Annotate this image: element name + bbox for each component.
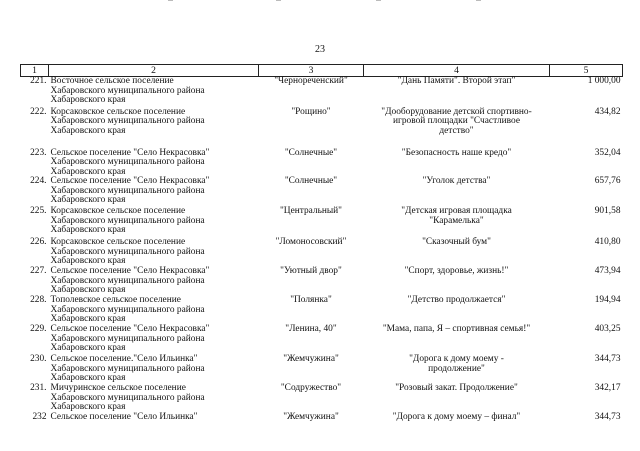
object-cell-line: "Рощино" — [291, 106, 331, 117]
table-row — [21, 355, 623, 384]
project-cell-line: "Спорт, здоровье, жизнь!" — [404, 266, 509, 277]
municipality-cell — [49, 207, 259, 238]
row-number: 229. — [30, 324, 47, 335]
municipality-cell — [49, 149, 259, 178]
project-cell — [364, 108, 550, 149]
project-cell — [364, 177, 550, 207]
object-cell — [259, 325, 364, 355]
object-cell-line: "Содружество" — [280, 383, 342, 394]
municipality-cell-line: Хабаровского муниципального района — [50, 157, 205, 168]
municipality-cell-line: Тополевское сельское поселение — [50, 295, 181, 306]
table-row — [21, 149, 623, 178]
project-cell — [364, 267, 550, 296]
object-cell — [259, 108, 364, 149]
row-number: 230. — [30, 354, 47, 365]
object-cell-line: "Полянка" — [290, 295, 332, 306]
table-body — [21, 77, 623, 434]
table-row — [21, 325, 623, 355]
project-cell — [364, 77, 550, 108]
object-cell-line: "Чернореченский" — [274, 76, 348, 86]
table-row — [21, 238, 623, 267]
municipality-cell-line: Хабаровского муниципального района — [50, 185, 205, 196]
column-header: 3 — [259, 65, 364, 77]
amount-cell: 194,94 — [594, 295, 621, 306]
amount-cell: 342,17 — [594, 383, 621, 394]
municipality-cell — [49, 177, 259, 207]
object-cell-line: "Ломоносовский" — [275, 237, 347, 248]
row-number: 223. — [30, 147, 47, 158]
amount-cell: 410,80 — [594, 237, 621, 248]
municipality-cell-line: Сельское поселение."Село Ильинка" — [50, 354, 198, 365]
project-cell — [364, 355, 550, 384]
object-cell — [259, 77, 364, 108]
row-number: 227. — [30, 266, 47, 277]
project-cell-line: "Дорога к дому моему - — [409, 354, 504, 365]
municipality-cell-line: Сельское поселение "Село Ильинка" — [50, 412, 198, 423]
project-cell-line: "Дорога к дому моему – финал" — [392, 412, 521, 423]
municipality-cell-line: Хабаровского края — [50, 125, 126, 136]
row-number: 226. — [30, 237, 47, 248]
amount-cell: 352,04 — [594, 147, 621, 158]
object-cell — [259, 207, 364, 238]
table-header-row — [21, 65, 623, 77]
object-cell-line: "Солнечные" — [284, 176, 338, 187]
municipality-cell-line: Сельское поселение "Село Некрасовка" — [50, 324, 210, 335]
project-cell — [364, 413, 550, 433]
amount-cell: 434,82 — [594, 106, 621, 117]
table-row — [21, 267, 623, 296]
project-cell-line: "Сказочный бум" — [422, 237, 491, 248]
row-number: 222. — [30, 106, 47, 117]
amount-cell: 473,94 — [594, 266, 621, 277]
municipality-cell-line: Хабаровского края — [50, 314, 126, 325]
object-cell — [259, 177, 364, 207]
municipality-cell-line: Сельское поселение "Село Некрасовка" — [50, 176, 210, 187]
object-cell-line: "Жемчужина" — [283, 354, 339, 365]
project-cell-line: "Розовый закат. Продолжение" — [395, 383, 518, 394]
municipality-cell-line: Хабаровского муниципального района — [50, 304, 205, 315]
municipality-cell — [49, 108, 259, 149]
column-header: 2 — [49, 65, 259, 77]
municipality-cell-line: Хабаровского края — [50, 95, 126, 106]
municipality-cell — [49, 77, 259, 108]
project-cell-line: "Дооборудование детской спортивно- — [381, 106, 532, 117]
municipality-cell-line: Хабаровского муниципального района — [50, 333, 205, 344]
project-cell-line: детство" — [439, 125, 474, 136]
amount-cell: 344,73 — [594, 412, 621, 423]
project-cell-line: игровой площадки "Счастливое — [393, 116, 520, 127]
table-row — [21, 384, 623, 413]
column-header: 1 — [21, 65, 49, 77]
municipality-cell-line: Хабаровского муниципального района — [50, 85, 205, 96]
municipality-cell — [49, 267, 259, 296]
project-cell-line: "Мама, папа, Я – спортивная семья!" — [382, 324, 531, 335]
municipality-cell-line: Хабаровского муниципального района — [50, 246, 205, 257]
table-row — [21, 413, 623, 433]
project-cell-line: "Дань Памяти". Второй этап" — [397, 76, 516, 86]
object-cell-line: "Ленина, 40" — [285, 324, 337, 335]
municipality-cell-line: Хабаровского края — [50, 285, 126, 296]
municipality-cell — [49, 325, 259, 355]
project-cell — [364, 384, 550, 413]
object-cell-line: "Центральный" — [279, 206, 343, 217]
object-cell — [259, 149, 364, 178]
project-cell-line: продолжение" — [428, 363, 485, 374]
projects-table — [20, 64, 623, 433]
table-row — [21, 108, 623, 149]
project-cell-line: "Детство продолжается" — [407, 295, 506, 306]
project-cell-line: "Детская игровая площадка — [401, 206, 512, 217]
object-cell — [259, 267, 364, 296]
scan-mark — [376, 0, 381, 1]
municipality-cell-line: Хабаровского муниципального района — [50, 215, 205, 226]
object-cell-line: "Жемчужина" — [283, 412, 339, 423]
municipality-cell-line: Хабаровского муниципального района — [50, 275, 205, 286]
scan-mark — [476, 0, 481, 1]
object-cell — [259, 413, 364, 433]
municipality-cell-line: Хабаровского края — [50, 256, 126, 267]
row-number: 225. — [30, 206, 47, 217]
municipality-cell-line: Хабаровского края — [50, 402, 126, 413]
object-cell — [259, 238, 364, 267]
amount-cell: 1 000,00 — [587, 76, 621, 86]
table-row — [21, 207, 623, 238]
municipality-cell-line: Сельское поселение "Село Некрасовка" — [50, 147, 210, 158]
project-cell — [364, 325, 550, 355]
municipality-cell-line: Хабаровского муниципального района — [50, 116, 205, 127]
scan-mark — [168, 0, 173, 1]
object-cell-line: "Уютный двор" — [280, 266, 342, 277]
table-row — [21, 77, 623, 108]
object-cell — [259, 355, 364, 384]
row-number: 231. — [30, 383, 47, 394]
project-cell — [364, 238, 550, 267]
row-number: 221. — [30, 76, 47, 86]
row-number: 224. — [30, 176, 47, 187]
project-cell — [364, 296, 550, 325]
municipality-cell-line: Мичуринское сельское поселение — [50, 383, 186, 394]
municipality-cell-line: Хабаровского муниципального района — [50, 392, 205, 403]
amount-cell: 657,76 — [594, 176, 621, 187]
municipality-cell — [49, 238, 259, 267]
object-cell — [259, 384, 364, 413]
municipality-cell-line: Хабаровского края — [50, 343, 126, 354]
object-cell — [259, 296, 364, 325]
municipality-cell-line: Сельское поселение "Село Некрасовка" — [50, 266, 210, 277]
municipality-cell — [49, 355, 259, 384]
municipality-cell — [49, 296, 259, 325]
row-number: 232 — [32, 412, 47, 423]
municipality-cell-line: Корсаковское сельское поселение — [50, 237, 186, 248]
amount-cell: 344,73 — [594, 354, 621, 365]
municipality-cell-line: Хабаровского края — [50, 195, 126, 206]
table-row — [21, 296, 623, 325]
project-cell-line: "Безопасность наше кредо" — [401, 147, 512, 158]
column-header: 5 — [550, 65, 623, 77]
project-cell-line: "Карамелька" — [429, 215, 484, 226]
municipality-cell-line: Восточное сельское поселение — [50, 76, 174, 86]
municipality-cell — [49, 413, 259, 433]
scan-mark — [276, 0, 281, 1]
amount-cell: 403,25 — [594, 324, 621, 335]
municipality-cell-line: Хабаровского муниципального района — [50, 363, 205, 374]
amount-cell: 901,58 — [594, 206, 621, 217]
municipality-cell-line: Корсаковское сельское поселение — [50, 106, 186, 117]
municipality-cell-line: Хабаровского края — [50, 166, 126, 177]
project-cell — [364, 207, 550, 238]
project-cell — [364, 149, 550, 178]
column-header: 4 — [364, 65, 550, 77]
page-number: 23 — [315, 44, 325, 55]
object-cell-line: "Солнечные" — [284, 147, 338, 158]
row-number: 228. — [30, 295, 47, 306]
municipality-cell-line: Хабаровского края — [50, 225, 126, 236]
table-row — [21, 177, 623, 207]
municipality-cell-line: Корсаковское сельское поселение — [50, 206, 186, 217]
municipality-cell-line: Хабаровского края — [50, 373, 126, 384]
municipality-cell — [49, 384, 259, 413]
project-cell-line: "Уголок детства" — [422, 176, 491, 187]
